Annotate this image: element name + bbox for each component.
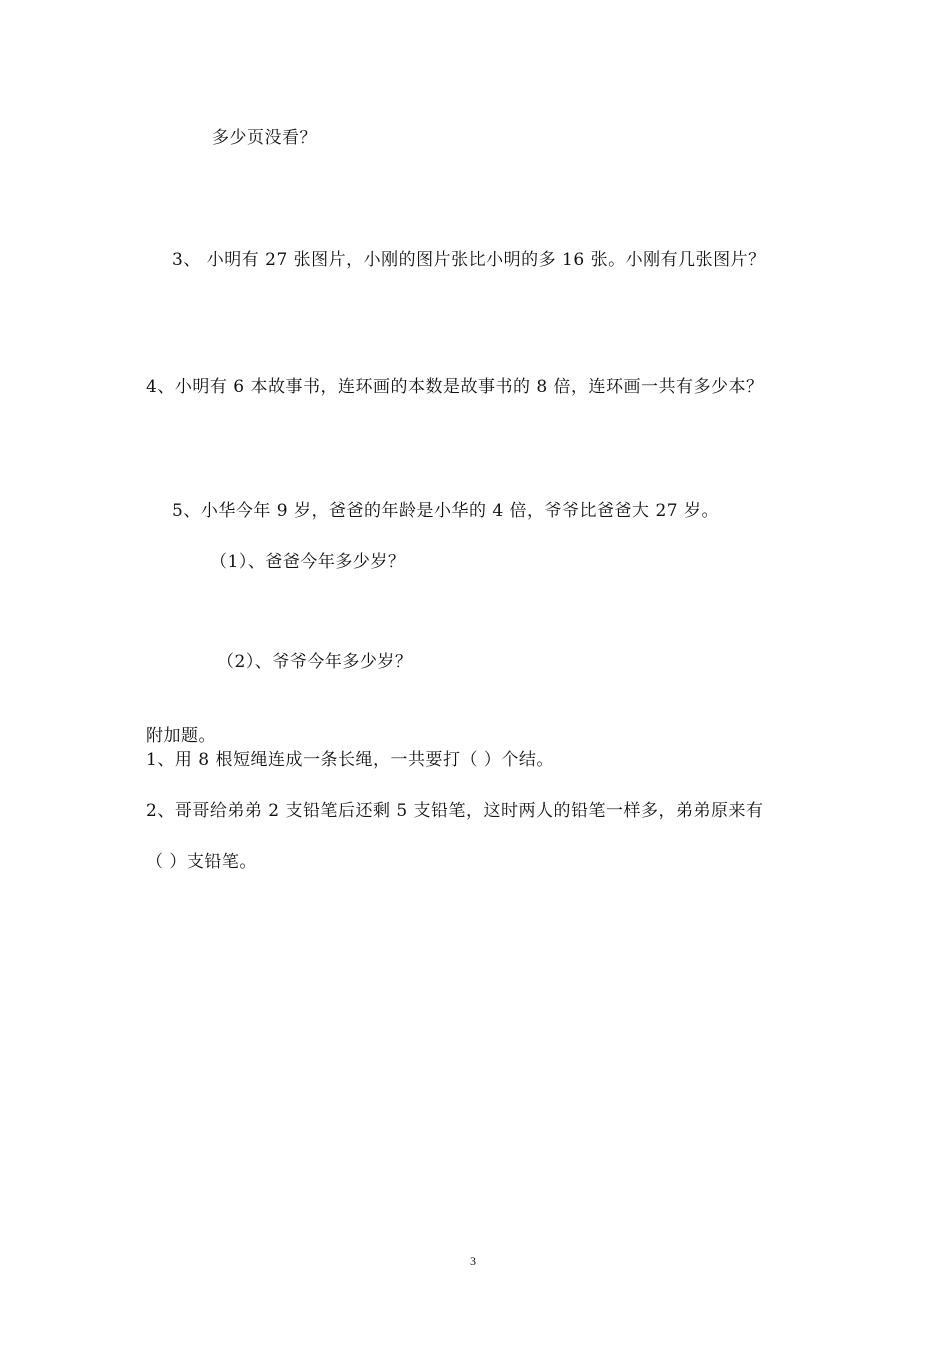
bonus-question-2-line-2: （ ）支铅笔。 xyxy=(146,852,257,872)
question-3: 3、 小明有 27 张图片，小刚的图片张比小明的多 16 张。小刚有几张图片？ xyxy=(172,250,766,270)
question-5-part-1: （1）、爸爸今年多少岁？ xyxy=(210,552,406,572)
bonus-question-1: 1、用 8 根短绳连成一条长绳，一共要打（ ）个结。 xyxy=(146,750,554,770)
question-2-continuation: 多少页没看？ xyxy=(212,128,317,148)
page-number: 3 xyxy=(470,1254,476,1268)
question-4: 4、小明有 6 本故事书，连环画的本数是故事书的 8 倍，连环画一共有多少本？ xyxy=(146,377,764,397)
bonus-section-title: 附加题。 xyxy=(146,726,216,746)
question-5: 5、小华今年 9 岁，爸爸的年龄是小华的 4 倍，爷爷比爸爸大 27 岁。 xyxy=(172,501,720,521)
question-5-part-2: （2）、爷爷今年多少岁？ xyxy=(217,652,413,672)
bonus-question-2-line-1: 2、哥哥给弟弟 2 支铅笔后还剩 5 支铅笔，这时两人的铅笔一样多，弟弟原来有 xyxy=(146,801,764,821)
